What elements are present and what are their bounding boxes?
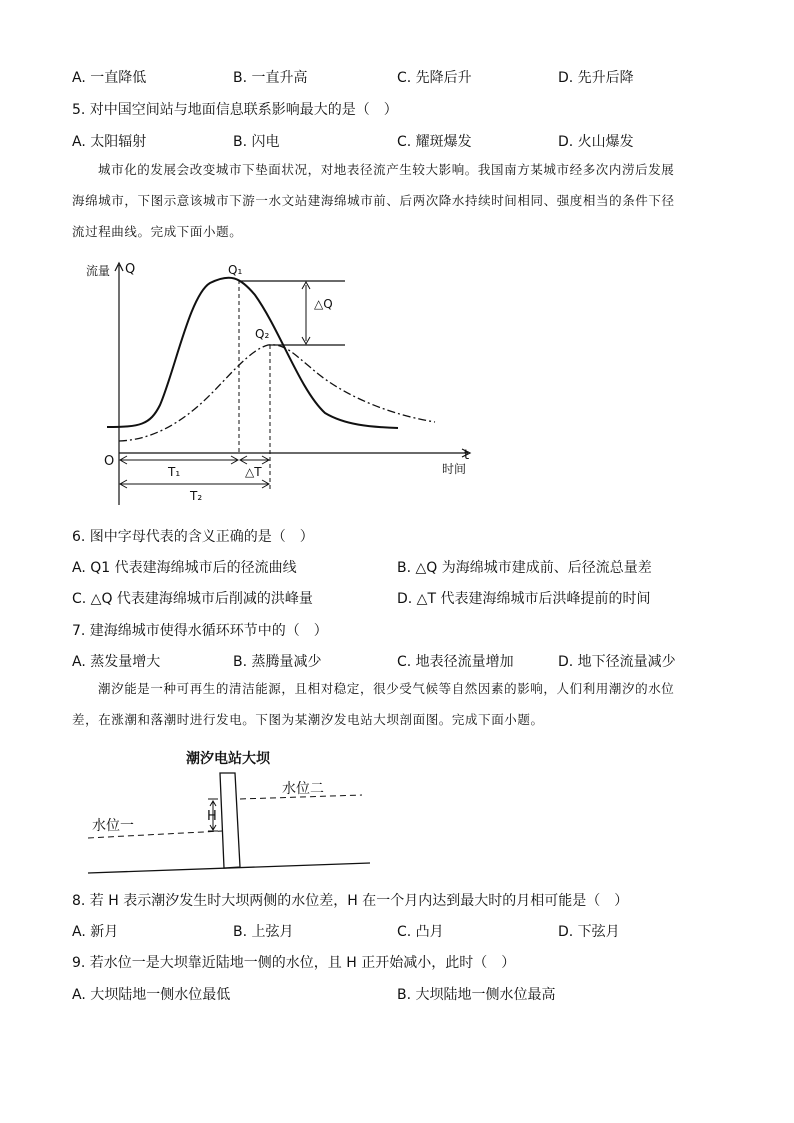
q9-stem: 9. 若水位一是大坝靠近陆地一侧的水位，且 H 正开始减小，此时（ ） [72,955,516,971]
q7-option-a: A. 蒸发量增大 [72,654,161,670]
y-axis-symbol: Q [125,262,136,277]
passage1-line1: 城市化的发展会改变城市下垫面状况，对地表径流产生较大影响。我国南方某城市经多次内涝后发展 [98,162,675,177]
q5-option-a: A. 太阳辐射 [72,134,147,150]
passage-sponge-city [72,154,722,247]
q8-stem: 8. 若 H 表示潮汐发生时大坝两侧的水位差，H 在一个月内达到最大时的月相可能是（ ） [72,893,629,909]
q6-option-b: B. △Q 为海绵城市建成前、后径流总量差 [397,560,652,576]
x-axis-symbol: t [464,448,470,463]
q5-stem: 5. 对中国空间站与地面信息联系影响最大的是（ ） [72,102,398,118]
dam-wall [220,773,240,868]
q8-option-d: D. 下弦月 [558,924,620,940]
water-level-2-label: 水位二 [282,781,324,797]
q4-option-d: D. 先升后降 [558,70,634,86]
q7-stem: 7. 建海绵城市使得水循环环节中的（ ） [72,623,328,639]
y-axis-label: 流量 [86,264,111,278]
q7-option-c: C. 地表径流量增加 [397,654,514,670]
q8-option-a: A. 新月 [72,924,119,940]
h-label: H [207,809,217,824]
q7-option-d: D. 地下径流量减少 [558,654,676,670]
origin-label: O [104,454,115,469]
q9-option-a: A. 大坝陆地一侧水位最低 [72,987,231,1003]
q9-option-b: B. 大坝陆地一侧水位最高 [397,987,556,1003]
t1-label: T₁ [168,465,181,479]
q6-option-a: A. Q1 代表建海绵城市后的径流曲线 [72,560,297,576]
passage1-line3: 流过程曲线。完成下面小题。 [72,224,243,239]
delta-q-label: △Q [314,297,333,311]
q6-option-d: D. △T 代表建海绵城市后洪峰提前的时间 [397,591,651,607]
q7-option-b: B. 蒸腾量减少 [233,654,322,670]
q8-option-b: B. 上弦月 [233,924,294,940]
passage2-line1: 潮汐能是一种可再生的清洁能源，且相对稳定，很少受气候等自然因素的影响，人们利用潮汐的水位 [98,681,675,696]
x-axis-label: 时间 [442,462,467,476]
water-level-1-label: 水位一 [92,818,134,834]
q4-option-b: B. 一直升高 [233,70,308,86]
passage2-line2: 差，在涨潮和落潮时进行发电。下图为某潮汐发电站大坝剖面图。完成下面小题。 [72,712,544,727]
q5-option-c: C. 耀斑爆发 [397,134,472,150]
q8-option-c: C. 凸月 [397,924,444,940]
q5-option-b: B. 闪电 [233,134,280,150]
passage-tidal-energy [72,673,722,735]
runoff-hydrograph [80,255,480,507]
passage1-line2: 海绵城市，下图示意该城市下游一水文站建海绵城市前、后两次降水持续时间相同、强度相当的条件下径 [72,193,675,208]
q2-peak-label: Q₂ [255,327,270,341]
q4-option-c: C. 先降后升 [397,70,472,86]
q6-option-c: C. △Q 代表建海绵城市后削减的洪峰量 [72,591,313,607]
tidal-dam-profile [82,745,382,875]
delta-t-label: △T [245,465,262,479]
dam-title: 潮汐电站大坝 [186,751,270,767]
q4-option-a: A. 一直降低 [72,70,147,86]
q6-stem: 6. 图中字母代表的含义正确的是（ ） [72,529,314,545]
q1-peak-label: Q₁ [228,263,243,277]
t2-label: T₂ [190,489,203,503]
q5-option-d: D. 火山爆发 [558,134,634,150]
